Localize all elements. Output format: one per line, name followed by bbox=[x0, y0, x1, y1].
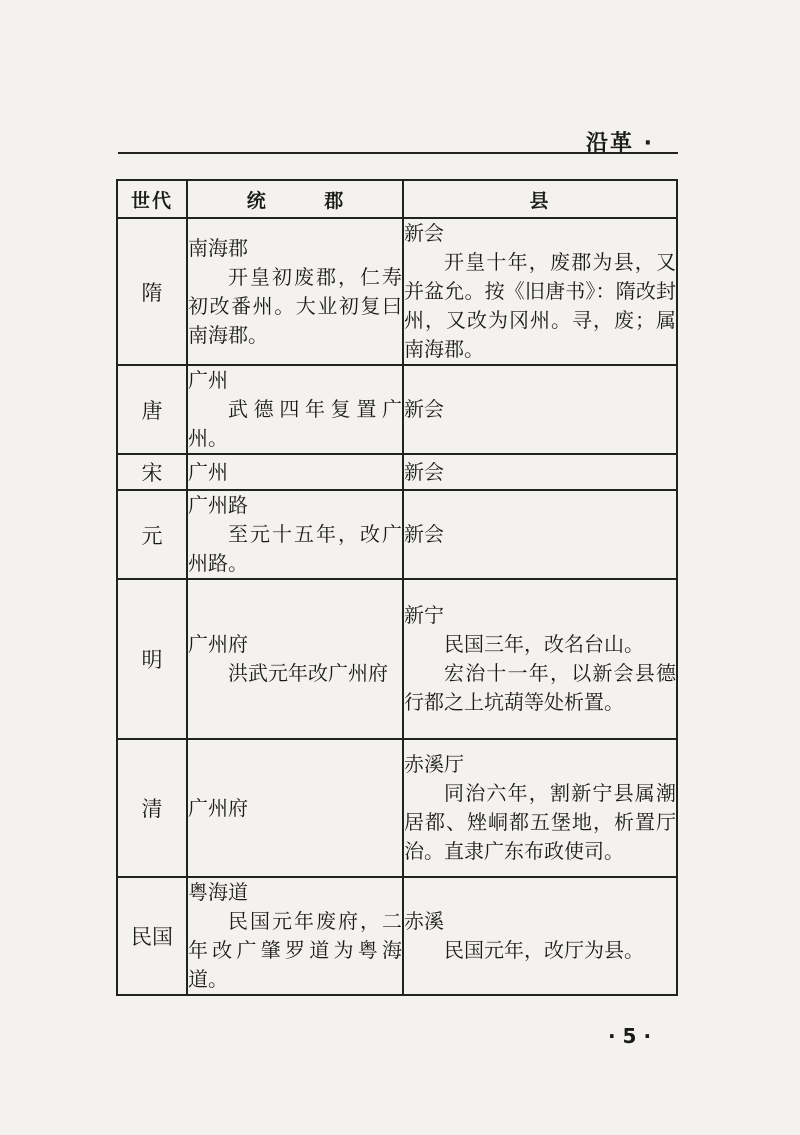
county-note: 宏治十一年，以新会县德行都之上坑葫等处析置。 bbox=[404, 661, 676, 714]
header-era: 世代 bbox=[117, 180, 187, 218]
table-row bbox=[117, 739, 677, 877]
county-cell bbox=[403, 739, 677, 877]
commandery-cell bbox=[187, 739, 403, 877]
commandery-name: 广州路 bbox=[188, 493, 248, 517]
county-name: 新会 bbox=[404, 522, 444, 546]
commandery-name: 广州 bbox=[188, 459, 228, 484]
table-row bbox=[117, 579, 677, 739]
county-cell bbox=[403, 454, 677, 490]
county-cell bbox=[403, 218, 677, 365]
page-number: · 5 · bbox=[608, 1024, 652, 1048]
county-note: 民国三年，改名台山。 bbox=[444, 632, 644, 656]
commandery-cell bbox=[187, 490, 403, 579]
table-row bbox=[117, 365, 677, 454]
county-name: 新会 bbox=[404, 459, 444, 484]
commandery-cell bbox=[187, 454, 403, 490]
county-cell bbox=[403, 877, 677, 995]
county-name: 新宁 bbox=[404, 603, 444, 627]
evolution-table bbox=[116, 179, 678, 996]
table-header-row bbox=[117, 180, 677, 218]
commandery-note: 开皇初废郡，仁寿初改番州。大业初复曰南海郡。 bbox=[188, 264, 402, 347]
commandery-note: 武德四年复置广州。 bbox=[188, 397, 402, 450]
commandery-name: 广州府 bbox=[188, 632, 248, 656]
table-row bbox=[117, 877, 677, 995]
table-row bbox=[117, 454, 677, 490]
commandery-cell bbox=[187, 877, 403, 995]
county-note: 开皇十年，废郡为县，又并盆允。按《旧唐书》：隋改封州，又改为冈州。寻，废；属南海郡。 bbox=[404, 250, 676, 361]
commandery-note: 洪武元年改广州府 bbox=[228, 661, 388, 685]
county-cell bbox=[403, 490, 677, 579]
era-cell: 元 bbox=[117, 490, 187, 579]
era-cell: 唐 bbox=[117, 365, 187, 454]
commandery-name: 广州 bbox=[188, 368, 228, 392]
header-county: 县 bbox=[403, 180, 677, 218]
commandery-name: 广州府 bbox=[188, 795, 248, 820]
county-note: 民国元年，改厅为县。 bbox=[444, 938, 644, 962]
county-note: 同治六年，割新宁县属潮居都、矬峒都五堡地，析置厅治。直隶广东布政使司。 bbox=[404, 781, 676, 863]
era-cell: 宋 bbox=[117, 454, 187, 490]
section-title: 沿革 · bbox=[586, 131, 655, 156]
commandery-note: 民国元年废府，二年改广肇罗道为粤海道。 bbox=[188, 909, 402, 991]
table-row bbox=[117, 490, 677, 579]
county-name: 赤溪 bbox=[404, 909, 444, 933]
commandery-cell bbox=[187, 579, 403, 739]
commandery-cell bbox=[187, 218, 403, 365]
county-name: 新会 bbox=[404, 221, 444, 245]
header-commandery: 统 郡 bbox=[187, 180, 403, 218]
county-cell bbox=[403, 365, 677, 454]
table-row bbox=[117, 218, 677, 365]
era-cell: 隋 bbox=[117, 218, 187, 365]
era-cell: 清 bbox=[117, 739, 187, 877]
commandery-name: 南海郡 bbox=[188, 235, 248, 260]
era-cell: 明 bbox=[117, 579, 187, 739]
commandery-cell bbox=[187, 365, 403, 454]
era-cell: 民国 bbox=[117, 877, 187, 995]
commandery-name: 粤海道 bbox=[188, 880, 248, 904]
county-name: 赤溪厅 bbox=[404, 752, 464, 776]
county-name: 新会 bbox=[404, 397, 444, 421]
county-cell bbox=[403, 579, 677, 739]
commandery-note: 至元十五年，改广州路。 bbox=[188, 522, 402, 575]
header-rule bbox=[118, 152, 678, 154]
